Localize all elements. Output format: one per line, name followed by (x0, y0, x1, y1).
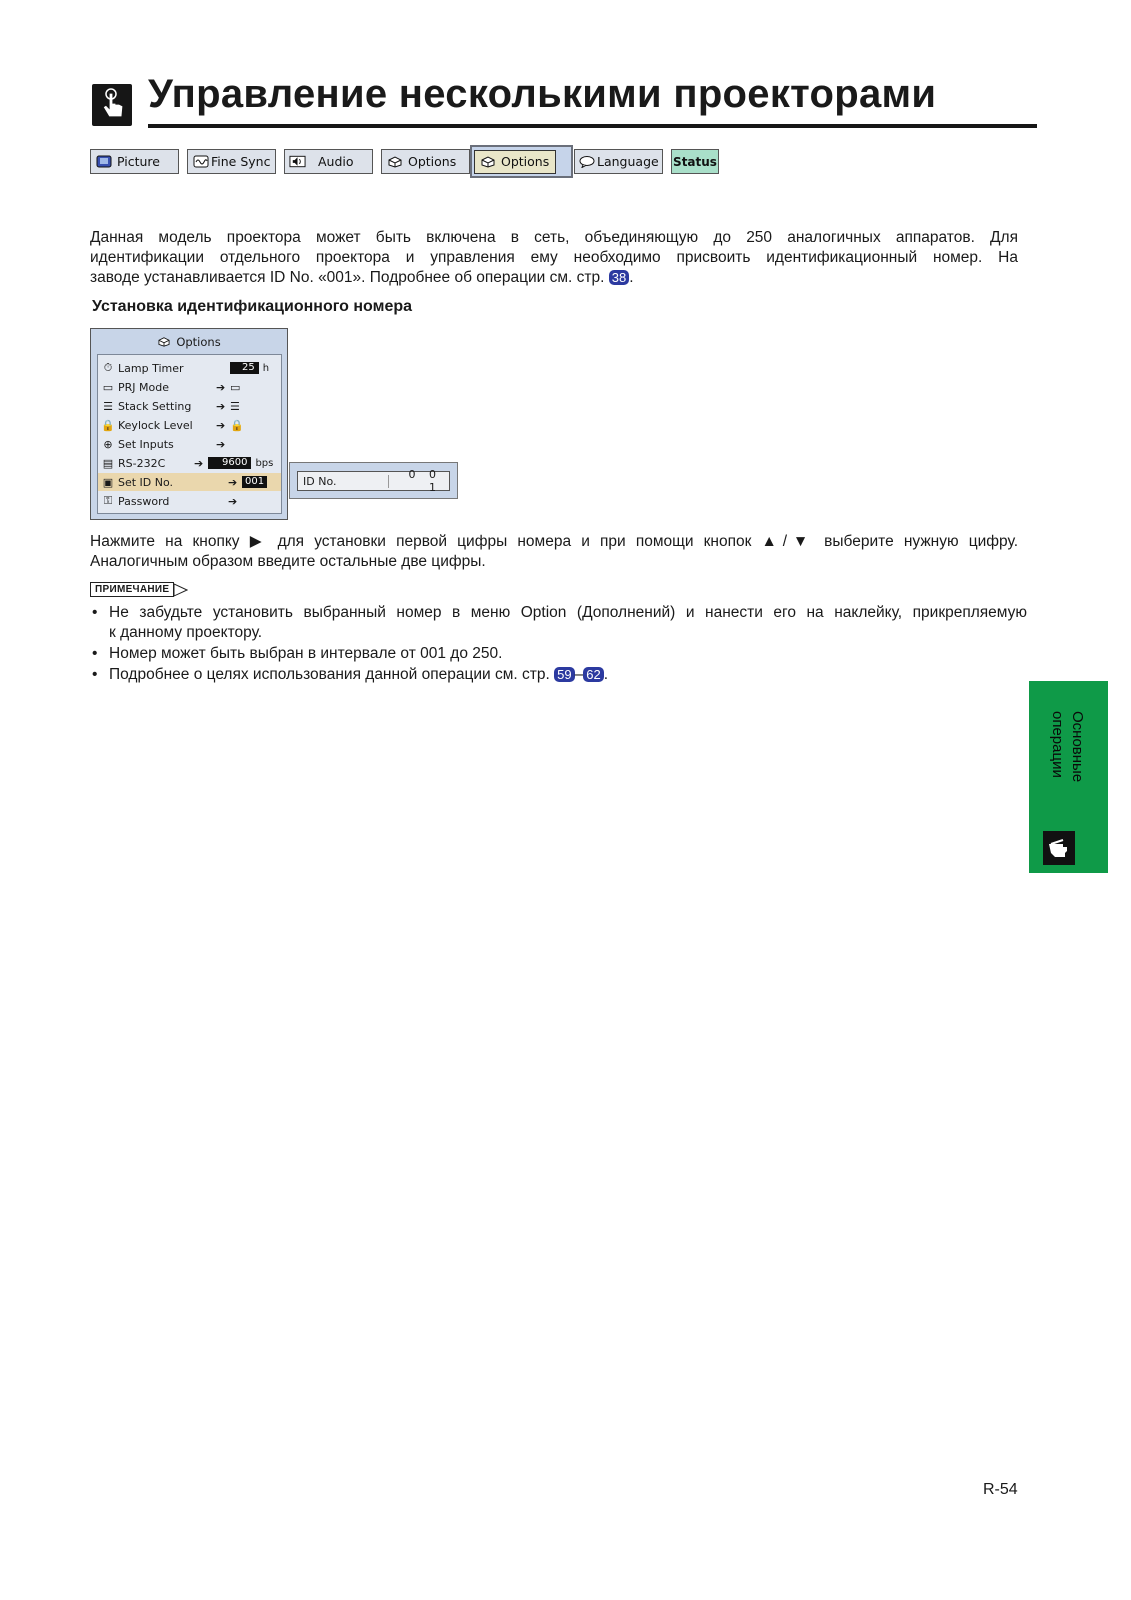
tab-label: Picture (117, 154, 160, 169)
tab-label: Fine Sync (211, 154, 271, 169)
set-id-icon: ▣ (102, 475, 114, 489)
id-number-popup (289, 462, 458, 499)
audio-icon (289, 155, 306, 169)
tab-fine-sync[interactable] (187, 149, 276, 174)
osd-header: Options (91, 335, 287, 349)
page-ref-link[interactable]: 59 (554, 667, 574, 682)
id-number-label: ID No. (298, 475, 389, 488)
intro-line: Данная модель проектора может быть включена в сеть, объединяющую до 250 аналогичных аппаратов. Для (90, 229, 1018, 246)
intro-line: заводе устанавливается ID No. «001». Подробнее об операции см. стр. 38 . (90, 269, 634, 286)
instruction-line: Нажмите на кнопку ▶ для установки первой цифры номера и при помощи кнопок ▲/▼ выберите нужную цифру. (90, 533, 1018, 550)
osd-row-lamp-timer[interactable]: ⏱ Lamp Timer 25 h (98, 359, 281, 377)
lamp-timer-value: 25 (230, 362, 259, 374)
note-arrow-icon (174, 583, 188, 597)
osd-row-set-id-no[interactable]: ▣ Set ID No. ➔ 001 (98, 473, 281, 491)
tab-language[interactable] (574, 149, 663, 174)
instruction-line: Аналогичным образом введите остальные две цифры. (90, 553, 486, 570)
list-item: • Не забудьте установить выбранный номер в меню Option (Дополнений) и нанести его на наклейку, прикрепляемую к данному проектору. (92, 604, 1027, 641)
list-item: • Номер может быть выбран в интервале от 001 до 250. (92, 645, 503, 662)
key-icon: ⚿ (103, 494, 113, 507)
page-ref-link[interactable]: 62 (583, 667, 603, 682)
tab-status[interactable] (671, 149, 719, 174)
stack-setting-icon: ☰ (103, 399, 113, 413)
section-heading: Установка идентификационного номера (92, 298, 413, 315)
options-osd-menu (90, 328, 288, 520)
tab-options[interactable] (381, 149, 470, 174)
note-label: ПРИМЕЧАНИЕ (90, 582, 188, 597)
page-number: R-54 (983, 1481, 1018, 1498)
tab-picture[interactable] (90, 149, 179, 174)
side-tab-label: Основные (1069, 711, 1086, 783)
stack-setting-icon: ☰ (230, 399, 240, 413)
tab-label: Options (501, 154, 550, 169)
side-tab-label: операции (1049, 711, 1066, 778)
intro-paragraph (90, 228, 1018, 288)
serial-port-icon: ▤ (102, 456, 114, 470)
intro-line: идентификации отдельного проектора и управления ему необходимо присвоить идентификационный номер. На (90, 249, 1018, 266)
section-side-tab (1029, 681, 1108, 873)
fine-sync-icon (192, 155, 209, 169)
osd-row-stack-setting[interactable]: ☰ Stack Setting ➔ ☰ (98, 397, 281, 415)
options-icon (157, 336, 171, 347)
lock-icon: 🔒 (230, 418, 244, 432)
title-underline (148, 124, 1037, 128)
id-number-value: 001 (242, 476, 267, 488)
tab-label: Status (673, 154, 717, 169)
tab-audio[interactable] (284, 149, 373, 174)
prj-mode-icon: ▭ (230, 380, 241, 394)
lamp-timer-icon: ⏱ (103, 361, 113, 374)
language-icon (578, 155, 595, 169)
osd-list (97, 354, 282, 514)
picture-icon (95, 155, 112, 169)
tab-label: Options (408, 154, 457, 169)
tab-label: Audio (318, 154, 354, 169)
id-number-digits: 0 0 1 (408, 468, 441, 494)
osd-row-prj-mode[interactable]: ▭ PRJ Mode ➔ ▭ (98, 378, 281, 396)
id-number-field[interactable] (297, 468, 450, 494)
osd-row-rs232c[interactable]: ▤ RS-232C ➔ 9600 bps (98, 454, 281, 472)
options-icon (479, 155, 496, 169)
instruction-paragraph (90, 532, 1018, 572)
set-inputs-icon: ⊕ (103, 437, 113, 451)
hand-pointer-icon (1043, 831, 1075, 865)
osd-row-password[interactable]: ⚿ Password ➔ (98, 492, 281, 510)
prj-mode-icon: ▭ (102, 380, 114, 394)
osd-row-set-inputs[interactable]: ⊕ Set Inputs ➔ (98, 435, 281, 453)
baud-rate-value: 9600 (208, 457, 251, 469)
options-icon (386, 155, 403, 169)
page-ref-link[interactable]: 38 (609, 270, 629, 285)
hand-pointer-icon (92, 84, 132, 126)
tab-label: Language (597, 154, 659, 169)
list-item: • Подробнее о целях использования данной операции см. стр. 59 – 62 . (92, 666, 608, 683)
osd-row-keylock-level[interactable]: 🔒 Keylock Level ➔ 🔒 (98, 416, 281, 434)
page-title: Управление несколькими проекторами (148, 72, 937, 116)
lock-icon: 🔒 (101, 418, 115, 432)
tab-options-active[interactable] (470, 145, 573, 178)
